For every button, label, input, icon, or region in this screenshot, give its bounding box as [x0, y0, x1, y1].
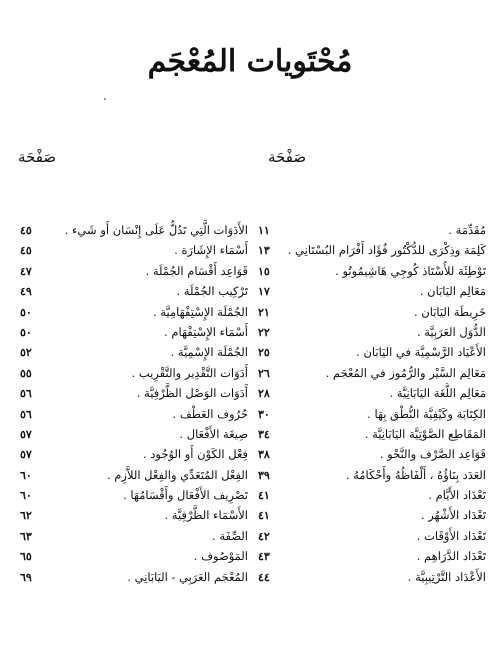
column-header-left: صَفْحَة	[18, 148, 57, 166]
toc-entry[interactable]	[258, 302, 486, 322]
toc-entry-title: المَوْصُوف .	[193, 549, 248, 564]
toc-entry-title: العَدَد بِنَاؤُهُ ، أَلْفَاظُهُ وأَحْكَامُهُ .	[345, 467, 486, 482]
toc-entry-page: ٢٥	[258, 346, 270, 360]
toc-entry[interactable]	[20, 404, 248, 424]
toc-entry-title: المَقَاطِع الصَّوْتِيَّة اليَابَانِيَّة .	[364, 426, 486, 441]
toc-entry[interactable]	[258, 465, 486, 485]
toc-entry-title: تَعْدَاد الدَّرَاهِم .	[416, 549, 486, 564]
toc-entry-title: مَعَالِم اليَابَان .	[419, 284, 486, 299]
toc-entry[interactable]	[258, 322, 486, 342]
toc-entry-page: ٣٩	[258, 468, 270, 482]
toc-entry[interactable]	[20, 240, 248, 260]
toc-entry[interactable]	[258, 567, 486, 587]
toc-entry[interactable]	[258, 444, 486, 464]
toc-entry-page: ٦٣	[20, 529, 32, 543]
toc-entry-page: ٣٤	[258, 427, 270, 441]
toc-entry-title: تَعْدَاد الأَوْقَات .	[416, 528, 486, 543]
toc-entry[interactable]	[20, 302, 248, 322]
toc-entry[interactable]	[20, 363, 248, 383]
toc-entry-page: ٤٤	[258, 570, 270, 584]
toc-entry-page: ١٧	[258, 285, 270, 299]
toc-entry[interactable]	[20, 322, 248, 342]
toc-entry[interactable]	[258, 485, 486, 505]
toc-entry[interactable]	[20, 567, 248, 587]
toc-entry-title: تَصْرِيف الأَفْعَال وأَقْسَامُهَا .	[123, 488, 248, 503]
toc-entry-page: ٥٢	[20, 346, 32, 360]
toc-entry[interactable]	[20, 485, 248, 505]
toc-entry[interactable]	[20, 546, 248, 566]
toc-entry-page: ٢٦	[258, 366, 270, 380]
toc-entry-title: كَلِمَة وذِكْرَى للدُّكْتُور فُؤَاد أَفْرَام البُسْتَانِي .	[287, 243, 486, 258]
toc-entry[interactable]	[258, 363, 486, 383]
toc-entry-title: الكِتَابَة وكَيْفِيَّة النُّطْق بِهَا .	[367, 406, 486, 421]
toc-entry[interactable]	[20, 281, 248, 301]
toc-entry-title: مُقَدِّمَة .	[448, 223, 486, 237]
toc-entry-title: الصِّفَة .	[212, 528, 248, 543]
toc-entry-page: ٦٢	[20, 509, 32, 523]
toc-entry-title: الفِعْل المُتَعَدِّي والفِعْل اللاَّزِم .	[106, 467, 248, 482]
toc-entry-title: الجُمْلَة الإِسْتِفْهَامِيَّة .	[153, 304, 248, 319]
toc-entry-page: ٤٣	[258, 550, 270, 564]
toc-entry-title: خَرِيطَة اليَابَان .	[413, 304, 486, 319]
toc-entry-page: ٢٨	[258, 387, 270, 401]
toc-entry[interactable]	[20, 505, 248, 525]
toc-entry-title: تَرْكِيب الجُمْلَة .	[176, 284, 248, 299]
toc-entry-title: قَوَاعِد الصَّرْف والنَّحْو .	[379, 447, 486, 462]
toc-entry-title: أَسْمَاء الإِشَارَة .	[174, 243, 248, 258]
toc-entry-page: ١١	[258, 224, 270, 237]
toc-entry-page: ٦٠	[20, 489, 32, 503]
toc-entry-page: ٦٥	[20, 550, 32, 564]
toc-entry-page: ٣٨	[258, 448, 270, 462]
page-title: مُحْتَويات المُعْجَم	[147, 44, 353, 79]
toc-entry-title: الدُّوَل العَرَبِيَّة .	[416, 324, 486, 339]
toc-entry-title: مَعَالِم السَّيْر والرُّمُوز في المُعْجَم .	[325, 365, 486, 380]
toc-entry[interactable]	[258, 526, 486, 546]
toc-entry-title: فِعْل الكَوْن أَو الوُجُود .	[142, 447, 248, 462]
toc-entry[interactable]	[20, 526, 248, 546]
toc-entry-page: ٥٠	[20, 325, 32, 339]
toc-entry[interactable]	[258, 240, 486, 260]
toc-entry-page: ٤١	[258, 509, 270, 523]
toc-entry-title: قَوَاعِد أَقْسَام الجُمْلَة .	[145, 263, 248, 278]
toc-entry-page: ٣٠	[258, 407, 270, 421]
toc-entry-title: الأَعْيَاد الرَّسْمِيَّة في اليَابَان .	[356, 345, 486, 360]
stray-mark	[104, 98, 106, 100]
toc-entry-page: ٤٩	[20, 285, 32, 299]
toc-entry-title: حُرُوف العَطْف .	[172, 406, 248, 421]
toc-entry[interactable]	[258, 281, 486, 301]
toc-column-right	[258, 220, 486, 587]
toc-entry-title: صِيغَة الأَفْعَال .	[179, 426, 248, 441]
toc-entry[interactable]	[20, 424, 248, 444]
toc-entry[interactable]	[258, 404, 486, 424]
toc-entry[interactable]	[20, 383, 248, 403]
toc-entry[interactable]	[258, 342, 486, 362]
toc-entry-page: ٦٠	[20, 468, 32, 482]
toc-entry-page: ٤٥	[20, 224, 32, 237]
toc-entry[interactable]	[258, 505, 486, 525]
toc-entry-page: ٥٦	[20, 387, 32, 401]
toc-entry[interactable]	[20, 444, 248, 464]
toc-entry[interactable]	[20, 261, 248, 281]
toc-entry-page: ٦٩	[20, 570, 32, 584]
toc-entry[interactable]	[20, 220, 248, 240]
toc-entry-title: المُعْجَم العَرَبِي - اليَابَانِي .	[127, 569, 248, 584]
toc-entry-title: تَعْدَاد الأَيَّام .	[428, 488, 486, 503]
toc-entry[interactable]	[258, 383, 486, 403]
toc-entry-page: ٢١	[258, 305, 270, 319]
toc-entry-page: ٤٢	[258, 529, 270, 543]
toc-entry[interactable]	[258, 546, 486, 566]
toc-entry-title: الأَسْمَاء الظَّرْفِيَّة .	[164, 508, 248, 523]
toc-entry-title: مَعَالِم اللُّغَة اليَابَانِيَّة .	[389, 386, 486, 401]
toc-column-left	[20, 220, 248, 587]
toc-entry-title: الأَعْدَاد التَّرْتِيبِيَّة .	[407, 569, 486, 584]
toc-entry-page: ٥٧	[20, 427, 32, 441]
toc-entry-page: ٤١	[258, 489, 270, 503]
toc-entry-title: أَسْمَاء الإِسْتِفْهَام .	[164, 324, 248, 339]
toc-entry[interactable]	[20, 465, 248, 485]
toc-entry[interactable]	[258, 261, 486, 281]
toc-entry-page: ١٣	[258, 244, 270, 258]
toc-entry[interactable]	[20, 342, 248, 362]
toc-entry[interactable]	[258, 424, 486, 444]
toc-entry-page: ٥٥	[20, 366, 32, 380]
toc-entry-page: ٥٧	[20, 448, 32, 462]
toc-entry-title: أَدَوَات التَّقْدِير والتَّقْرِيب .	[131, 365, 248, 380]
toc-entry-page: ٥٠	[20, 305, 32, 319]
toc-entry-title: تَوْطِئَة للأُسْتَاذ كُوجِي هَاشِيمُوتُو .	[335, 263, 486, 278]
toc-entry-title: أَدَوَات الوَصْل الظَّرْفِيَّة .	[136, 386, 248, 401]
toc-entry-title: الجُمْلَة الإِسْمِيَّة .	[170, 345, 248, 360]
toc-entry-page: ٤٧	[20, 264, 32, 278]
column-header-right: صَفْحَة	[268, 148, 307, 166]
toc-entry-page: ٢٢	[258, 325, 270, 339]
toc-entry-page: ٤٥	[20, 244, 32, 258]
toc-entry[interactable]	[258, 220, 486, 240]
toc-entry-title: الأَدَوَات الَّتِي تَدُلُّ عَلَى إِنْسَان أَو شَيء .	[64, 223, 248, 237]
toc-entry-page: ٥٦	[20, 407, 32, 421]
toc-entry-title: تَعْدَاد الأَشْهُر .	[420, 508, 486, 523]
toc-entry-page: ١٥	[258, 264, 270, 278]
